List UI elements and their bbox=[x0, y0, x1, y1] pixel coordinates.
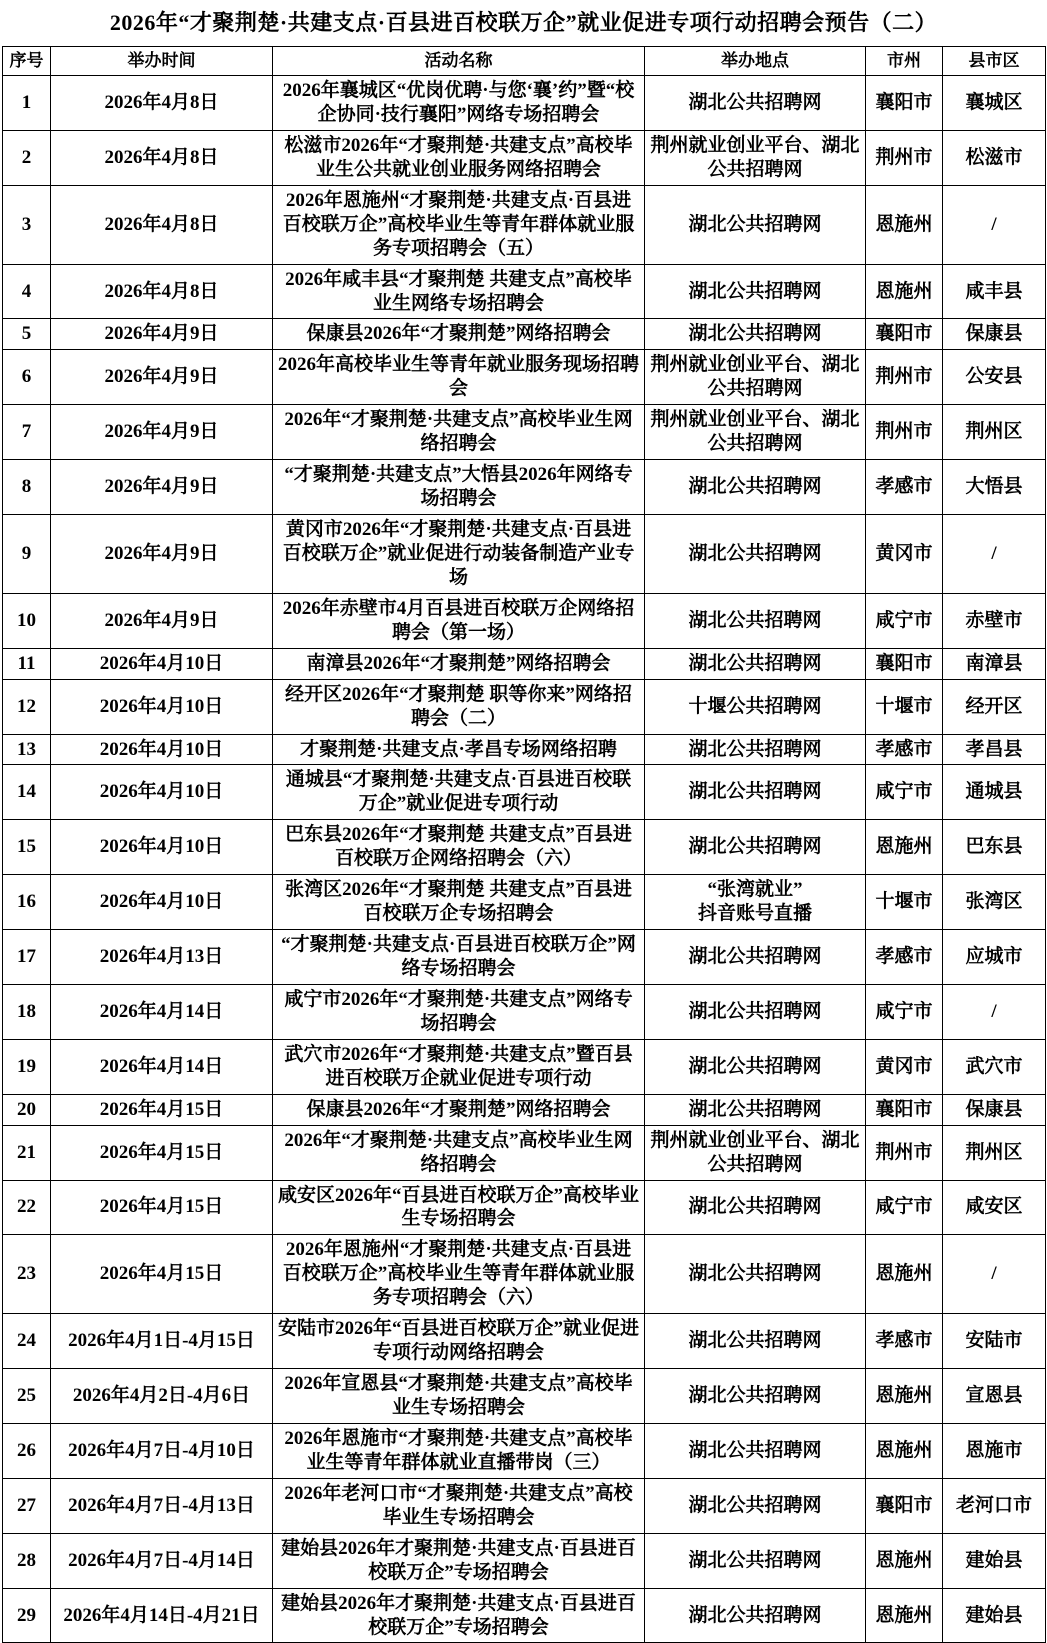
cell-location: 湖北公共招聘网 bbox=[645, 734, 866, 765]
cell-date: 2026年4月7日-4月13日 bbox=[51, 1478, 273, 1533]
cell-activity-name: 2026年高校毕业生等青年就业服务现场招聘会 bbox=[273, 350, 645, 405]
cell-date: 2026年4月9日 bbox=[51, 350, 273, 405]
table-row bbox=[3, 264, 1046, 319]
cell-location: 湖北公共招聘网 bbox=[645, 1180, 866, 1235]
cell-county: 荆州区 bbox=[943, 1125, 1046, 1180]
cell-date: 2026年4月13日 bbox=[51, 930, 273, 985]
cell-activity-name: “才聚荆楚·共建支点·百县进百校联万企”网络专场招聘会 bbox=[273, 930, 645, 985]
cell-county: 武穴市 bbox=[943, 1039, 1046, 1094]
cell-county: 咸丰县 bbox=[943, 264, 1046, 319]
cell-activity-name: 2026年宣恩县“才聚荆楚·共建支点”高校毕业生专场招聘会 bbox=[273, 1369, 645, 1424]
cell-city: 恩施州 bbox=[866, 1235, 943, 1314]
cell-location: 湖北公共招聘网 bbox=[645, 1423, 866, 1478]
cell-date: 2026年4月15日 bbox=[51, 1180, 273, 1235]
cell-index: 20 bbox=[3, 1094, 51, 1125]
cell-date: 2026年4月15日 bbox=[51, 1125, 273, 1180]
cell-activity-name: 2026年襄城区“优岗优聘·与您‘襄’约”暨“校企协同·技行襄阳”网络专场招聘会 bbox=[273, 76, 645, 131]
cell-index: 27 bbox=[3, 1478, 51, 1533]
cell-index: 5 bbox=[3, 319, 51, 350]
cell-location: 湖北公共招聘网 bbox=[645, 765, 866, 820]
table-row bbox=[3, 1039, 1046, 1094]
cell-location: 湖北公共招聘网 bbox=[645, 460, 866, 515]
cell-location: 湖北公共招聘网 bbox=[645, 820, 866, 875]
cell-county: / bbox=[943, 1235, 1046, 1314]
cell-index: 21 bbox=[3, 1125, 51, 1180]
cell-index: 3 bbox=[3, 185, 51, 264]
table-row bbox=[3, 130, 1046, 185]
cell-date: 2026年4月8日 bbox=[51, 264, 273, 319]
cell-location: 湖北公共招聘网 bbox=[645, 1588, 866, 1643]
cell-location: 湖北公共招聘网 bbox=[645, 1369, 866, 1424]
cell-date: 2026年4月10日 bbox=[51, 820, 273, 875]
cell-date: 2026年4月10日 bbox=[51, 875, 273, 930]
cell-date: 2026年4月8日 bbox=[51, 185, 273, 264]
cell-city: 恩施州 bbox=[866, 264, 943, 319]
table-row bbox=[3, 76, 1046, 131]
cell-activity-name: 2026年恩施州“才聚荆楚·共建支点·百县进百校联万企”高校毕业生等青年群体就业服务专项招聘会（六） bbox=[273, 1235, 645, 1314]
cell-index: 16 bbox=[3, 875, 51, 930]
cell-county: 松滋市 bbox=[943, 130, 1046, 185]
cell-county: / bbox=[943, 515, 1046, 594]
cell-county: 通城县 bbox=[943, 765, 1046, 820]
cell-county: 宣恩县 bbox=[943, 1369, 1046, 1424]
cell-index: 23 bbox=[3, 1235, 51, 1314]
cell-city: 荆州市 bbox=[866, 1125, 943, 1180]
col-header-city: 市州 bbox=[866, 47, 943, 76]
cell-county: 公安县 bbox=[943, 350, 1046, 405]
col-header-date: 举办时间 bbox=[51, 47, 273, 76]
cell-county: 经开区 bbox=[943, 679, 1046, 734]
cell-city: 孝感市 bbox=[866, 1314, 943, 1369]
cell-city: 恩施州 bbox=[866, 1423, 943, 1478]
cell-date: 2026年4月14日 bbox=[51, 984, 273, 1039]
cell-city: 襄阳市 bbox=[866, 76, 943, 131]
cell-activity-name: 2026年“才聚荆楚·共建支点”高校毕业生网络招聘会 bbox=[273, 1125, 645, 1180]
cell-city: 孝感市 bbox=[866, 930, 943, 985]
cell-date: 2026年4月9日 bbox=[51, 405, 273, 460]
cell-activity-name: 2026年恩施州“才聚荆楚·共建支点·百县进百校联万企”高校毕业生等青年群体就业服务专项招聘会（五） bbox=[273, 185, 645, 264]
cell-location: 湖北公共招聘网 bbox=[645, 1478, 866, 1533]
table-row bbox=[3, 185, 1046, 264]
cell-city: 黄冈市 bbox=[866, 515, 943, 594]
cell-date: 2026年4月10日 bbox=[51, 765, 273, 820]
cell-date: 2026年4月10日 bbox=[51, 734, 273, 765]
cell-county: / bbox=[943, 185, 1046, 264]
cell-location: 湖北公共招聘网 bbox=[645, 185, 866, 264]
cell-location: 荆州就业创业平台、湖北公共招聘网 bbox=[645, 1125, 866, 1180]
table-row bbox=[3, 1588, 1046, 1643]
table-row bbox=[3, 930, 1046, 985]
page-title: 2026年“才聚荆楚·共建支点·百县进百校联万企”就业促进专项行动招聘会预告（二） bbox=[109, 10, 938, 35]
cell-date: 2026年4月14日-4月21日 bbox=[51, 1588, 273, 1643]
cell-location: 湖北公共招聘网 bbox=[645, 1314, 866, 1369]
cell-county: 赤壁市 bbox=[943, 593, 1046, 648]
cell-activity-name: 保康县2026年“才聚荆楚”网络招聘会 bbox=[273, 1094, 645, 1125]
cell-index: 25 bbox=[3, 1369, 51, 1424]
cell-activity-name: 黄冈市2026年“才聚荆楚·共建支点·百县进百校联万企”就业促进行动装备制造产业专场 bbox=[273, 515, 645, 594]
cell-activity-name: 武穴市2026年“才聚荆楚·共建支点”暨百县进百校联万企就业促进专项行动 bbox=[273, 1039, 645, 1094]
cell-city: 襄阳市 bbox=[866, 648, 943, 679]
cell-index: 28 bbox=[3, 1533, 51, 1588]
cell-index: 8 bbox=[3, 460, 51, 515]
cell-index: 11 bbox=[3, 648, 51, 679]
cell-index: 10 bbox=[3, 593, 51, 648]
cell-city: 咸宁市 bbox=[866, 593, 943, 648]
cell-index: 4 bbox=[3, 264, 51, 319]
cell-county: 安陆市 bbox=[943, 1314, 1046, 1369]
cell-activity-name: 2026年老河口市“才聚荆楚·共建支点”高校毕业生专场招聘会 bbox=[273, 1478, 645, 1533]
cell-location: “张湾就业” 抖音账号直播 bbox=[645, 875, 866, 930]
cell-index: 19 bbox=[3, 1039, 51, 1094]
cell-city: 襄阳市 bbox=[866, 319, 943, 350]
cell-activity-name: 巴东县2026年“才聚荆楚 共建支点”百县进百校联万企网络招聘会（六） bbox=[273, 820, 645, 875]
cell-date: 2026年4月7日-4月14日 bbox=[51, 1533, 273, 1588]
table-body bbox=[3, 76, 1046, 1643]
cell-date: 2026年4月9日 bbox=[51, 319, 273, 350]
cell-county: 荆州区 bbox=[943, 405, 1046, 460]
cell-index: 17 bbox=[3, 930, 51, 985]
job-fair-table bbox=[2, 46, 1046, 1643]
cell-index: 14 bbox=[3, 765, 51, 820]
cell-date: 2026年4月9日 bbox=[51, 460, 273, 515]
table-row bbox=[3, 679, 1046, 734]
cell-county: 张湾区 bbox=[943, 875, 1046, 930]
cell-date: 2026年4月15日 bbox=[51, 1094, 273, 1125]
cell-location: 湖北公共招聘网 bbox=[645, 648, 866, 679]
cell-index: 1 bbox=[3, 76, 51, 131]
table-row bbox=[3, 648, 1046, 679]
table-row bbox=[3, 460, 1046, 515]
cell-county: 建始县 bbox=[943, 1588, 1046, 1643]
table-row bbox=[3, 1094, 1046, 1125]
cell-location: 荆州就业创业平台、湖北公共招聘网 bbox=[645, 405, 866, 460]
cell-city: 荆州市 bbox=[866, 350, 943, 405]
cell-activity-name: 保康县2026年“才聚荆楚”网络招聘会 bbox=[273, 319, 645, 350]
cell-activity-name: 2026年恩施市“才聚荆楚·共建支点”高校毕业生等青年群体就业直播带岗（三） bbox=[273, 1423, 645, 1478]
cell-city: 襄阳市 bbox=[866, 1478, 943, 1533]
cell-county: 大悟县 bbox=[943, 460, 1046, 515]
cell-activity-name: “才聚荆楚·共建支点”大悟县2026年网络专场招聘会 bbox=[273, 460, 645, 515]
cell-date: 2026年4月8日 bbox=[51, 130, 273, 185]
cell-activity-name: 建始县2026年才聚荆楚·共建支点·百县进百校联万企”专场招聘会 bbox=[273, 1533, 645, 1588]
cell-date: 2026年4月15日 bbox=[51, 1235, 273, 1314]
table-row bbox=[3, 984, 1046, 1039]
table-row bbox=[3, 1478, 1046, 1533]
cell-location: 湖北公共招聘网 bbox=[645, 319, 866, 350]
cell-index: 6 bbox=[3, 350, 51, 405]
cell-county: 南漳县 bbox=[943, 648, 1046, 679]
table-row bbox=[3, 1235, 1046, 1314]
cell-city: 黄冈市 bbox=[866, 1039, 943, 1094]
col-header-county: 县市区 bbox=[943, 47, 1046, 76]
cell-city: 襄阳市 bbox=[866, 1094, 943, 1125]
cell-activity-name: 才聚荆楚·共建支点·孝昌专场网络招聘 bbox=[273, 734, 645, 765]
table-row bbox=[3, 765, 1046, 820]
cell-city: 恩施州 bbox=[866, 1588, 943, 1643]
table-row bbox=[3, 734, 1046, 765]
cell-location: 湖北公共招聘网 bbox=[645, 264, 866, 319]
cell-activity-name: 经开区2026年“才聚荆楚 职等你来”网络招聘会（二） bbox=[273, 679, 645, 734]
table-row bbox=[3, 1180, 1046, 1235]
cell-activity-name: 咸安区2026年“百县进百校联万企”高校毕业生专场招聘会 bbox=[273, 1180, 645, 1235]
cell-city: 恩施州 bbox=[866, 185, 943, 264]
cell-county: 恩施市 bbox=[943, 1423, 1046, 1478]
cell-index: 22 bbox=[3, 1180, 51, 1235]
col-header-index: 序号 bbox=[3, 47, 51, 76]
cell-date: 2026年4月14日 bbox=[51, 1039, 273, 1094]
cell-index: 15 bbox=[3, 820, 51, 875]
cell-activity-name: 通城县“才聚荆楚·共建支点·百县进百校联万企”就业促进专项行动 bbox=[273, 765, 645, 820]
cell-activity-name: 建始县2026年才聚荆楚·共建支点·百县进百校联万企”专场招聘会 bbox=[273, 1588, 645, 1643]
table-row bbox=[3, 350, 1046, 405]
cell-location: 十堰公共招聘网 bbox=[645, 679, 866, 734]
table-row bbox=[3, 515, 1046, 594]
cell-county: 巴东县 bbox=[943, 820, 1046, 875]
cell-index: 29 bbox=[3, 1588, 51, 1643]
cell-city: 孝感市 bbox=[866, 460, 943, 515]
table-row bbox=[3, 1125, 1046, 1180]
cell-index: 24 bbox=[3, 1314, 51, 1369]
cell-date: 2026年4月1日-4月15日 bbox=[51, 1314, 273, 1369]
cell-date: 2026年4月10日 bbox=[51, 648, 273, 679]
table-row bbox=[3, 319, 1046, 350]
cell-city: 恩施州 bbox=[866, 820, 943, 875]
cell-index: 9 bbox=[3, 515, 51, 594]
col-header-activity: 活动名称 bbox=[273, 47, 645, 76]
col-header-location: 举办地点 bbox=[645, 47, 866, 76]
cell-county: 建始县 bbox=[943, 1533, 1046, 1588]
cell-index: 12 bbox=[3, 679, 51, 734]
cell-location: 湖北公共招聘网 bbox=[645, 1094, 866, 1125]
cell-index: 7 bbox=[3, 405, 51, 460]
cell-city: 恩施州 bbox=[866, 1533, 943, 1588]
cell-county: 襄城区 bbox=[943, 76, 1046, 131]
cell-county: 老河口市 bbox=[943, 1478, 1046, 1533]
cell-location: 湖北公共招聘网 bbox=[645, 1533, 866, 1588]
cell-index: 18 bbox=[3, 984, 51, 1039]
cell-index: 2 bbox=[3, 130, 51, 185]
cell-city: 咸宁市 bbox=[866, 984, 943, 1039]
cell-location: 湖北公共招聘网 bbox=[645, 1235, 866, 1314]
header-row bbox=[3, 47, 1046, 76]
cell-location: 湖北公共招聘网 bbox=[645, 1039, 866, 1094]
cell-city: 咸宁市 bbox=[866, 1180, 943, 1235]
cell-activity-name: 咸宁市2026年“才聚荆楚·共建支点”网络专场招聘会 bbox=[273, 984, 645, 1039]
cell-location: 湖北公共招聘网 bbox=[645, 593, 866, 648]
cell-activity-name: 南漳县2026年“才聚荆楚”网络招聘会 bbox=[273, 648, 645, 679]
cell-county: 保康县 bbox=[943, 319, 1046, 350]
cell-location: 荆州就业创业平台、湖北公共招聘网 bbox=[645, 350, 866, 405]
cell-location: 荆州就业创业平台、湖北公共招聘网 bbox=[645, 130, 866, 185]
table-row bbox=[3, 593, 1046, 648]
table-row bbox=[3, 875, 1046, 930]
cell-date: 2026年4月2日-4月6日 bbox=[51, 1369, 273, 1424]
table-row bbox=[3, 405, 1046, 460]
cell-date: 2026年4月9日 bbox=[51, 515, 273, 594]
cell-activity-name: 2026年赤壁市4月百县进百校联万企网络招聘会（第一场） bbox=[273, 593, 645, 648]
cell-activity-name: 安陆市2026年“百县进百校联万企”就业促进专项行动网络招聘会 bbox=[273, 1314, 645, 1369]
cell-location: 湖北公共招聘网 bbox=[645, 930, 866, 985]
cell-county: 保康县 bbox=[943, 1094, 1046, 1125]
cell-city: 十堰市 bbox=[866, 875, 943, 930]
cell-date: 2026年4月9日 bbox=[51, 593, 273, 648]
cell-activity-name: 2026年咸丰县“才聚荆楚 共建支点”高校毕业生网络专场招聘会 bbox=[273, 264, 645, 319]
table-row bbox=[3, 1423, 1046, 1478]
cell-location: 湖北公共招聘网 bbox=[645, 515, 866, 594]
cell-activity-name: 松滋市2026年“才聚荆楚·共建支点”高校毕业生公共就业创业服务网络招聘会 bbox=[273, 130, 645, 185]
cell-county: 咸安区 bbox=[943, 1180, 1046, 1235]
table-row bbox=[3, 820, 1046, 875]
cell-date: 2026年4月10日 bbox=[51, 679, 273, 734]
cell-city: 荆州市 bbox=[866, 130, 943, 185]
cell-county: 孝昌县 bbox=[943, 734, 1046, 765]
table-row bbox=[3, 1369, 1046, 1424]
cell-county: / bbox=[943, 984, 1046, 1039]
cell-county: 应城市 bbox=[943, 930, 1046, 985]
cell-location: 湖北公共招聘网 bbox=[645, 984, 866, 1039]
cell-activity-name: 张湾区2026年“才聚荆楚 共建支点”百县进百校联万企专场招聘会 bbox=[273, 875, 645, 930]
cell-location: 湖北公共招聘网 bbox=[645, 76, 866, 131]
cell-city: 恩施州 bbox=[866, 1369, 943, 1424]
cell-city: 咸宁市 bbox=[866, 765, 943, 820]
cell-city: 十堰市 bbox=[866, 679, 943, 734]
cell-activity-name: 2026年“才聚荆楚·共建支点”高校毕业生网络招聘会 bbox=[273, 405, 645, 460]
table-row bbox=[3, 1533, 1046, 1588]
cell-city: 荆州市 bbox=[866, 405, 943, 460]
cell-date: 2026年4月8日 bbox=[51, 76, 273, 131]
cell-index: 26 bbox=[3, 1423, 51, 1478]
table-row bbox=[3, 1314, 1046, 1369]
cell-city: 孝感市 bbox=[866, 734, 943, 765]
cell-date: 2026年4月7日-4月10日 bbox=[51, 1423, 273, 1478]
cell-index: 13 bbox=[3, 734, 51, 765]
